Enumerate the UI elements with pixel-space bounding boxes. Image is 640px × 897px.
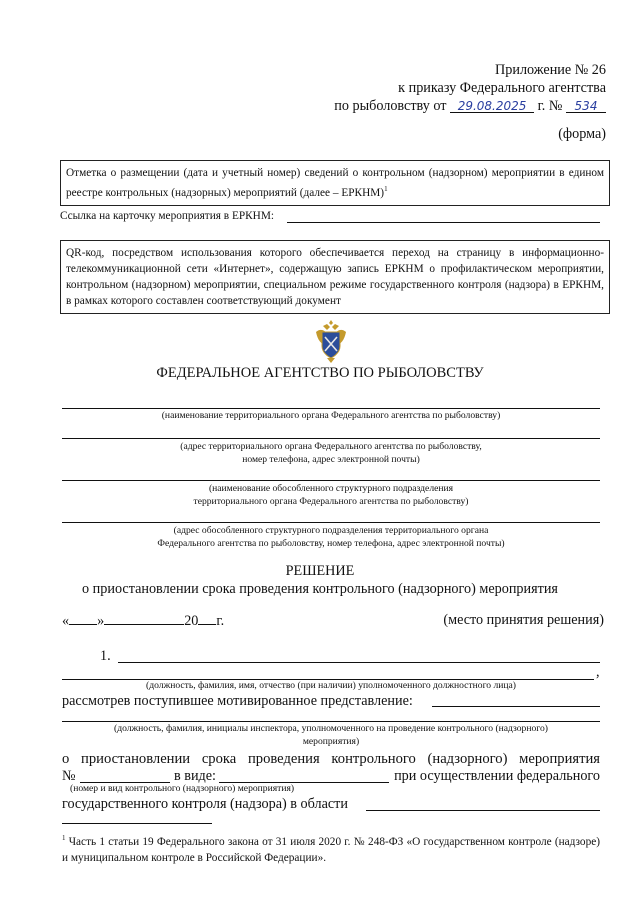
order-line: к приказу Федерального агентства	[398, 80, 606, 96]
date-field	[450, 98, 534, 113]
subdivision-name-caption-2: территориального органа Федерального агентства по рыболовству)	[193, 496, 469, 507]
number-prefix: г. №	[537, 98, 563, 114]
erknm-link-field[interactable]	[287, 222, 600, 223]
territorial-address-caption-2: номер телефона, адрес электронной почты)	[242, 454, 420, 465]
decision-subtitle: о приостановлении срока проведения контрольного (надзорного) мероприятия	[82, 581, 558, 597]
month-field[interactable]	[104, 612, 184, 625]
territorial-address-caption-1: (адрес территориального органа Федерального агентства по рыболовству,	[180, 441, 482, 452]
suspend-text: о приостановлении срока проведения контрольного (надзорного) мероприятия	[62, 751, 600, 767]
order-date-line	[334, 98, 606, 115]
inspector-field[interactable]	[62, 721, 600, 722]
footnote	[62, 830, 600, 866]
qr-code-box	[60, 240, 610, 314]
federal-text: при осуществлении федерального	[394, 768, 600, 784]
qr-text: QR-код, посредством использования которого обеспечивается переход на страницу в информационно-телекоммуникационной сети «Интернет», содержащую запись ЕРКНМ о профилактическом мероприятии, контрольном (надзорном) мероприятии, специальном режиме государственного контроля (надзора) в ЕРКНМ, в рамках которого составлен соответствующий документ	[66, 247, 604, 307]
number-field	[566, 98, 606, 113]
agency-title: ФЕДЕРАЛЬНОЕ АГЕНТСТВО ПО РЫБОЛОВСТВУ	[156, 365, 484, 381]
footnote-mark: 1	[62, 834, 66, 842]
decision-date	[62, 612, 224, 630]
quote-open: «	[62, 613, 70, 629]
footnote-separator	[62, 823, 212, 824]
agency-emblem	[313, 318, 349, 364]
erknm-link-label: Ссылка на карточку мероприятия в ЕРКНМ:	[60, 210, 275, 222]
number-value: 534	[574, 99, 598, 113]
subdivision-name-field[interactable]	[62, 480, 600, 481]
decision-title: РЕШЕНИЕ	[285, 563, 355, 579]
territorial-name-field[interactable]	[62, 408, 600, 409]
form-label: (форма)	[558, 126, 606, 142]
event-number-caption: (номер и вид контрольного (надзорного) мероприятия)	[70, 783, 295, 794]
year-prefix: 20	[184, 613, 199, 629]
representation-field[interactable]	[432, 706, 600, 707]
year-field[interactable]	[198, 612, 216, 625]
day-field[interactable]	[69, 612, 97, 625]
control-area-text: государственного контроля (надзора) в области	[62, 796, 348, 812]
footnote-text: Часть 1 статьи 19 Федерального закона от 31 июля 2020 г. № 248-ФЗ «О государственном контроле (надзоре) и муниципальном контроле в Российской Федерации».	[62, 835, 600, 864]
subdivision-address-field[interactable]	[62, 522, 600, 523]
item-number: 1.	[100, 648, 111, 664]
subdivision-address-caption-2: Федерального агентства по рыболовству, номер телефона, адрес электронной почты)	[157, 538, 505, 549]
year-suffix: г.	[216, 613, 225, 629]
subdivision-name-caption-1: (наименование обособленного структурного подразделения	[208, 483, 454, 494]
inspector-caption-2: мероприятия)	[302, 736, 360, 747]
date-prefix: по рыболовству от	[334, 98, 447, 114]
quote-close: »	[97, 613, 105, 629]
appendix-number: Приложение № 26	[495, 62, 606, 78]
inspector-caption-1: (должность, фамилия, инициалы инспектора, уполномоченного на проведение контрольного (надзорного)	[114, 723, 548, 734]
reviewed-text: рассмотрев поступившее мотивированное представление:	[62, 693, 413, 709]
footnote-ref: 1	[384, 185, 388, 193]
territorial-name-caption: (наименование территориального органа Федерального агентства по рыболовству)	[161, 410, 501, 421]
emblem-icon	[313, 318, 349, 364]
territorial-address-field[interactable]	[62, 438, 600, 439]
registry-text: Отметка о размещении (дата и учетный номер) сведений о контрольном (надзорном) мероприятии в едином реестре контрольных (надзорных) мероприятий (далее – ЕРКНМ)	[66, 167, 604, 199]
erknm-link-row	[60, 210, 274, 222]
official-comma: ,	[596, 664, 600, 680]
in-form-label: в виде:	[174, 768, 216, 784]
date-value: 29.08.2025	[457, 99, 527, 113]
subdivision-address-caption-1: (адрес обособленного структурного подразделения территориального органа	[173, 525, 489, 536]
registry-mark-box	[60, 160, 610, 206]
official-caption: (должность, фамилия, имя, отчество (при наличии) уполномоченного должностного лица)	[146, 680, 516, 691]
decision-place: (место принятия решения)	[443, 612, 604, 628]
official-field-1[interactable]	[118, 662, 600, 663]
num-sign: №	[62, 768, 76, 784]
control-area-field[interactable]	[366, 810, 600, 811]
